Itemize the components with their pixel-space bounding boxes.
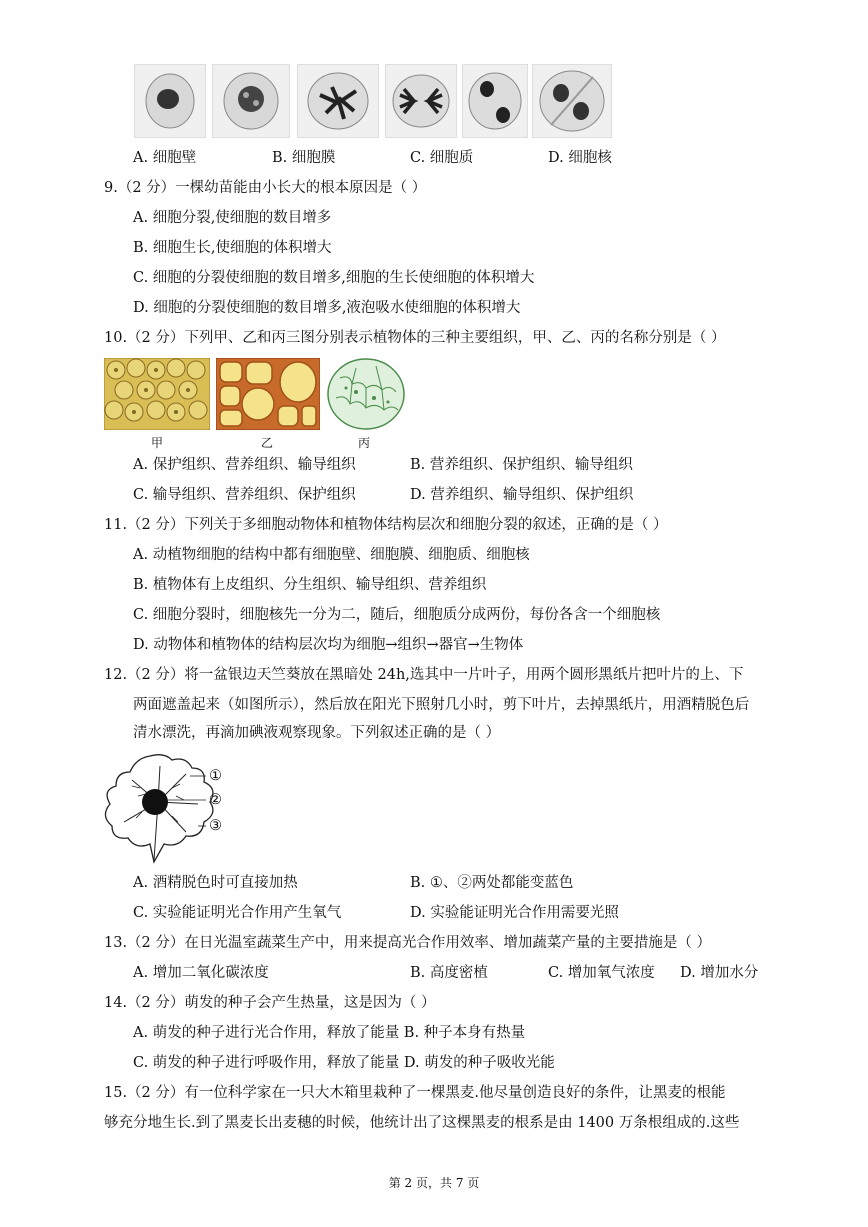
tissue-image-bing	[326, 358, 406, 436]
q10-stem: 10.（2 分）下列甲、乙和丙三图分别表示植物体的三种主要组织，甲、乙、丙的名称分别是（ ）	[104, 330, 726, 346]
tissue-image-jia	[104, 358, 210, 436]
q12-option-a: A. 酒精脱色时可直接加热	[133, 875, 298, 891]
q13-option-c: C. 增加氧气浓度	[548, 965, 655, 981]
tissue-label-yi: 乙	[261, 436, 274, 450]
q11-option-d: D. 动物体和植物体的结构层次均为细胞→组织→器官→生物体	[133, 637, 524, 653]
q14-option-cd: C. 萌发的种子进行呼吸作用，释放了能量 D. 萌发的种子吸收光能	[133, 1055, 555, 1071]
q13-option-b: B. 高度密植	[410, 965, 488, 981]
cell-image-2	[212, 64, 290, 138]
q13-option-d: D. 增加水分	[680, 965, 759, 981]
q11-option-c: C. 细胞分裂时，细胞核先一分为二，随后，细胞质分成两份，每份各含一个细胞核	[133, 607, 661, 623]
q8-option-d: D. 细胞核	[548, 150, 612, 166]
cell-image-4	[385, 64, 457, 138]
q10-option-a: A. 保护组织、营养组织、输导组织	[133, 457, 356, 473]
q8-option-a: A. 细胞壁	[133, 150, 197, 166]
cell-image-1	[134, 64, 206, 138]
q12-stem-line-1: 12.（2 分）将一盆银边天竺葵放在黑暗处 24h,选其中一片叶子，用两个圆形黑纸片把叶片的上、下	[104, 667, 744, 683]
q9-option-c: C. 细胞的分裂使细胞的数目增多,细胞的生长使细胞的体积增大	[133, 270, 535, 286]
cell-image-6	[532, 64, 612, 138]
q15-stem-line-1: 15.（2 分）有一位科学家在一只大木箱里栽种了一棵黑麦.他尽量创造良好的条件，让黑麦的根能	[104, 1085, 726, 1101]
q9-option-a: A. 细胞分裂,使细胞的数目增多	[133, 210, 332, 226]
q11-option-b: B. 植物体有上皮组织、分生组织、输导组织、营养组织	[133, 577, 487, 593]
q12-stem-line-2: 两面遮盖起来（如图所示），然后放在阳光下照射几小时，剪下叶片，去掉黑纸片，用酒精脱色后	[133, 697, 750, 713]
q12-option-b: B. ①、②两处都能变蓝色	[410, 875, 574, 891]
q10-option-b: B. 营养组织、保护组织、输导组织	[410, 457, 633, 473]
q12-option-d: D. 实验能证明光合作用需要光照	[410, 905, 619, 921]
q12-stem-line-3: 清水漂洗，再滴加碘液观察现象。下列叙述正确的是（ ）	[133, 725, 501, 741]
q12-option-c: C. 实验能证明光合作用产生氧气	[133, 905, 342, 921]
q9-option-d: D. 细胞的分裂使细胞的数目增多,液泡吸水使细胞的体积增大	[133, 300, 521, 316]
page-footer: 第 2 页，共 7 页	[388, 1176, 480, 1190]
leaf-label-2: ②	[209, 792, 222, 808]
q13-stem: 13.（2 分）在日光温室蔬菜生产中，用来提高光合作用效率、增加蔬菜产量的主要措施是（ ）	[104, 935, 711, 951]
q9-option-b: B. 细胞生长,使细胞的体积增大	[133, 240, 332, 256]
q15-stem-line-2: 够充分地生长.到了黑麦长出麦穗的时候，他统计出了这棵黑麦的根系是由 1400 万条根组成的.这些	[104, 1115, 740, 1131]
q14-stem: 14.（2 分）萌发的种子会产生热量，这是因为（ ）	[104, 995, 436, 1011]
cell-image-3	[297, 64, 379, 138]
q10-option-c: C. 输导组织、营养组织、保护组织	[133, 487, 356, 503]
q13-option-a: A. 增加二氧化碳浓度	[133, 965, 269, 981]
q8-option-b: B. 细胞膜	[272, 150, 336, 166]
q14-option-ab: A. 萌发的种子进行光合作用，释放了能量 B. 种子本身有热量	[133, 1025, 526, 1041]
q9-stem: 9.（2 分）一棵幼苗能由小长大的根本原因是（ ）	[104, 180, 427, 196]
tissue-label-jia: 甲	[151, 436, 164, 450]
q8-option-c: C. 细胞质	[410, 150, 474, 166]
leaf-label-3: ③	[209, 818, 222, 834]
tissue-label-bing: 丙	[358, 436, 371, 450]
q10-option-d: D. 营养组织、输导组织、保护组织	[410, 487, 634, 503]
tissue-image-yi	[216, 358, 320, 436]
q11-stem: 11.（2 分）下列关于多细胞动物体和植物体结构层次和细胞分裂的叙述，正确的是（ ）	[104, 517, 668, 533]
q11-option-a: A. 动植物细胞的结构中都有细胞壁、细胞膜、细胞质、细胞核	[133, 547, 530, 563]
leaf-label-1: ①	[209, 768, 222, 784]
cell-image-5	[462, 64, 528, 138]
